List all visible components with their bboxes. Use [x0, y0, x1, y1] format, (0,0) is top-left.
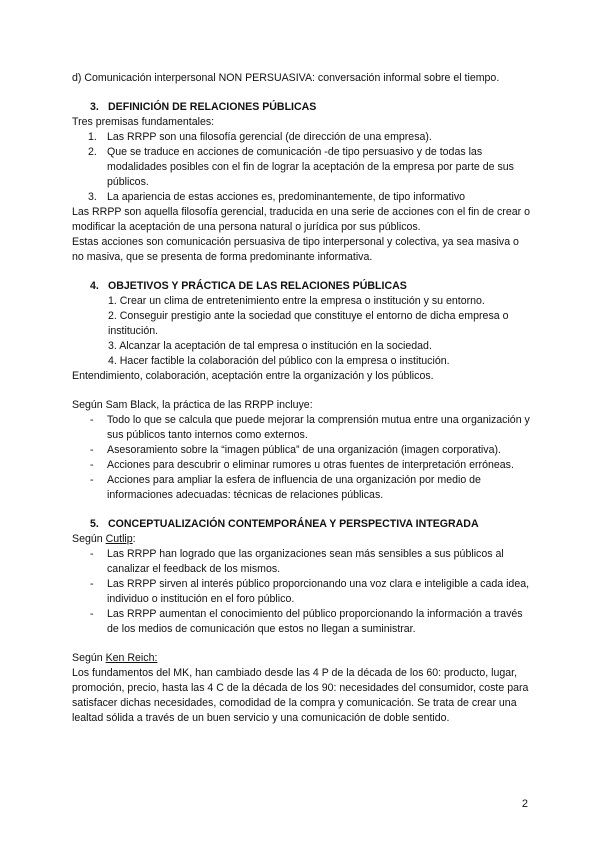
list-item: 1. Las RRPP son una filosofía gerencial (de dirección de una empresa). — [88, 131, 432, 143]
list-item: 3. Alcanzar la aceptación de tal empresa o institución en la sociedad. — [108, 340, 432, 352]
list-item: 3. La apariencia de estas acciones es, predominantemente, de tipo informativo — [88, 191, 466, 203]
section-4-heading: 4. OBJETIVOS Y PRÁCTICA DE LAS RELACIONES PÚBLICAS — [90, 280, 407, 292]
section-3-para-1: Las RRPP son aquella filosofía gerencial, traducida en una serie de acciones con el fin de crear o modificar la aceptación de una persona natural o jurídica por sus públicos. — [72, 206, 530, 233]
list-item: - Acciones para ampliar la esfera de influencia de una organización por medio de informaciones adecuadas: técnicas de relaciones públicas. — [90, 474, 481, 501]
section-3-lead: Tres premisas fundamentales: — [72, 116, 215, 128]
reich-paragraph: Los fundamentos del MK, han cambiado desde las 4 P de la década de los 60: producto, lugar, promoción, precio, hasta las 4 C de la década de los 90: necesidades del consumidor, coste para satisfacer dichas necesidades, comodidad de la compra y comunicación. Se trata de crear una lealtad sólida a través de un buen servicio y una comunicación de doble sentido. — [72, 667, 529, 724]
intro-line: d) Comunicación interpersonal NON PERSUASIVA: conversación informal sobre el tiempo. — [72, 72, 500, 84]
section-3-heading: 3. DEFINICIÓN DE RELACIONES PÚBLICAS — [90, 101, 317, 113]
sam-black-list — [72, 413, 532, 503]
cutlip-list — [72, 547, 532, 637]
section-4-objectives — [72, 294, 532, 369]
sam-black-lead: Según Sam Black, la práctica de las RRPP incluye: — [72, 399, 313, 411]
section-3-list — [72, 130, 532, 205]
list-item: 1. Crear un clima de entretenimiento entre la empresa o institución y su entorno. — [108, 295, 485, 307]
list-item: - Asesoramiento sobre la “imagen pública” de una organización (imagen corporativa). — [90, 444, 501, 456]
document-page — [72, 71, 532, 726]
section-4-summary: Entendimiento, colaboración, aceptación entre la organización y los públicos. — [72, 370, 434, 382]
list-item: 4. Hacer factible la colaboración del público con la empresa o institución. — [108, 355, 450, 367]
list-item: - Las RRPP sirven al interés público proporcionando una voz clara e inteligible a cada idea, individuo o institución en el foro público. — [90, 578, 530, 605]
page-number: 2 — [521, 798, 528, 810]
section-5-heading: 5. CONCEPTUALIZACIÓN CONTEMPORÁNEA Y PERSPECTIVA INTEGRADA — [90, 518, 479, 530]
cutlip-lead: Según Cutlip: — [72, 533, 136, 545]
list-item: - Las RRPP aumentan el conocimiento del público proporcionando la información a través de los medios de comunicación que estos no llegan a suministrar. — [90, 608, 523, 635]
list-item: - Acciones para descubrir o eliminar rumores u otras fuentes de interpretación erróneas. — [90, 459, 514, 471]
list-item: - Todo lo que se calcula que puede mejorar la comprensión mutua entre una organización y sus públicos tanto internos como externos. — [90, 414, 530, 441]
list-item: 2. Conseguir prestigio ante la sociedad que constituye el entorno de dicha empresa o institución. — [108, 310, 509, 337]
reich-lead: Según Ken Reich: — [72, 652, 158, 664]
list-item: 2. Que se traduce en acciones de comunicación -de tipo persuasivo y de todas las modalidades posibles con el fin de lograr la aceptación de la empresa por parte de sus públicos. — [88, 146, 514, 188]
list-item: - Las RRPP han logrado que las organizaciones sean más sensibles a sus públicos al canalizar el feedback de los mismos. — [90, 548, 504, 575]
section-3-para-2: Estas acciones son comunicación persuasiva de tipo interpersonal y colectiva, ya sea masiva o no masiva, que se presenta de forma predominante informativa. — [72, 236, 519, 263]
